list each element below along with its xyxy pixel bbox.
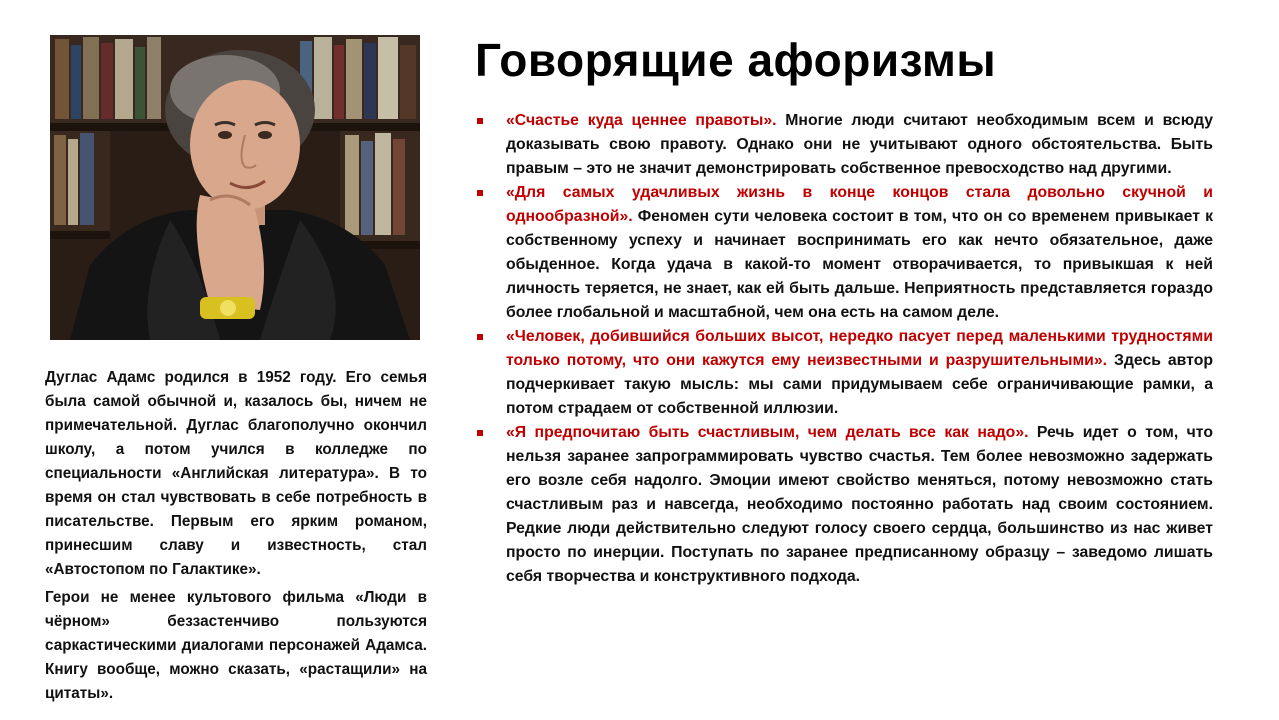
list-item — [475, 109, 1213, 181]
aphorism-explanation: Речь идет о том, что нельзя заранее запрограммировать чувство счастья. Тем более невозможно задержать его возле себя надолго. Эмоции имеют свойство меняться, потому невозможно стать счастливым раз и навсегда, необходимо постоянно работать над своим состоянием. Редкие люди действительно следуют голосу своего сердца, большинство из нас живет просто по инерции. Поступать по заранее предписанному образцу – заведомо лишать себя творчества и конструктивного подхода. — [506, 424, 1213, 585]
square-bullet-icon — [477, 334, 483, 340]
aphorism-quote: «Человек, добившийся больших высот, нередко пасует перед маленькими трудностями только потому, что они кажутся ему неизвестными и разрушительными». — [506, 328, 1213, 369]
list-item — [475, 325, 1213, 421]
bio-paragraph-2: Герои не менее культового фильма «Люди в чёрном» беззастенчиво пользуются саркастическими диалогами персонажей Адамса. Книгу вообще, можно сказать, «растащили» на цитаты». — [45, 589, 427, 702]
aphorism-explanation: Феномен сути человека состоит в том, что он со временем привыкает к собственному успеху и начинает воспринимать его как нечто обязательное, даже обыденное. Когда удача в какой-то момент отворачивается, то привыкшая к ней личность теряется, не знает, как ей быть дальше. Неприятность представляется гораздо более глобальной и масштабной, чем она есть на самом деле. — [506, 208, 1213, 321]
aphorism-explanation: Многие люди считают необходимым всем и всюду доказывать свою правоту. Однако они не учитывают одного обстоятельства. Быть правым – это не значит демонстрировать собственное превосходство над другими. — [506, 112, 1213, 177]
aphorism-list — [475, 109, 1213, 589]
author-portrait-photo — [50, 35, 420, 340]
square-bullet-icon — [477, 190, 483, 196]
portrait-illustration — [50, 35, 420, 340]
list-item — [475, 421, 1213, 589]
list-item — [475, 181, 1213, 325]
aphorism-quote: «Я предпочитаю быть счастливым, чем делать все как надо». — [506, 424, 1029, 441]
square-bullet-icon — [477, 430, 483, 436]
aphorism-explanation: Здесь автор подчеркивает такую мысль: мы сами придумываем себе ограничивающие рамки, а потом страдаем от собственной иллюзии. — [506, 352, 1213, 417]
aphorism-quote: «Для самых удачливых жизнь в конце концов стала довольно скучной и однообразной». — [506, 184, 1213, 225]
slide-title: Говорящие афоризмы — [475, 34, 997, 86]
square-bullet-icon — [477, 118, 483, 124]
aphorism-quote: «Счастье куда ценнее правоты». — [506, 112, 777, 129]
bio-paragraph-1: Дуглас Адамс родился в 1952 году. Его семья была самой обычной и, казалось бы, ничем не примечательной. Дуглас благополучно окончил школу, а потом учился в колледже по специальности «Английская литература». В то время он стал чувствовать в себе потребность в писательстве. Первым его ярким романом, принесшим славу и известность, стал «Автостопом по Галактике». — [45, 369, 427, 578]
author-biography — [45, 366, 427, 710]
